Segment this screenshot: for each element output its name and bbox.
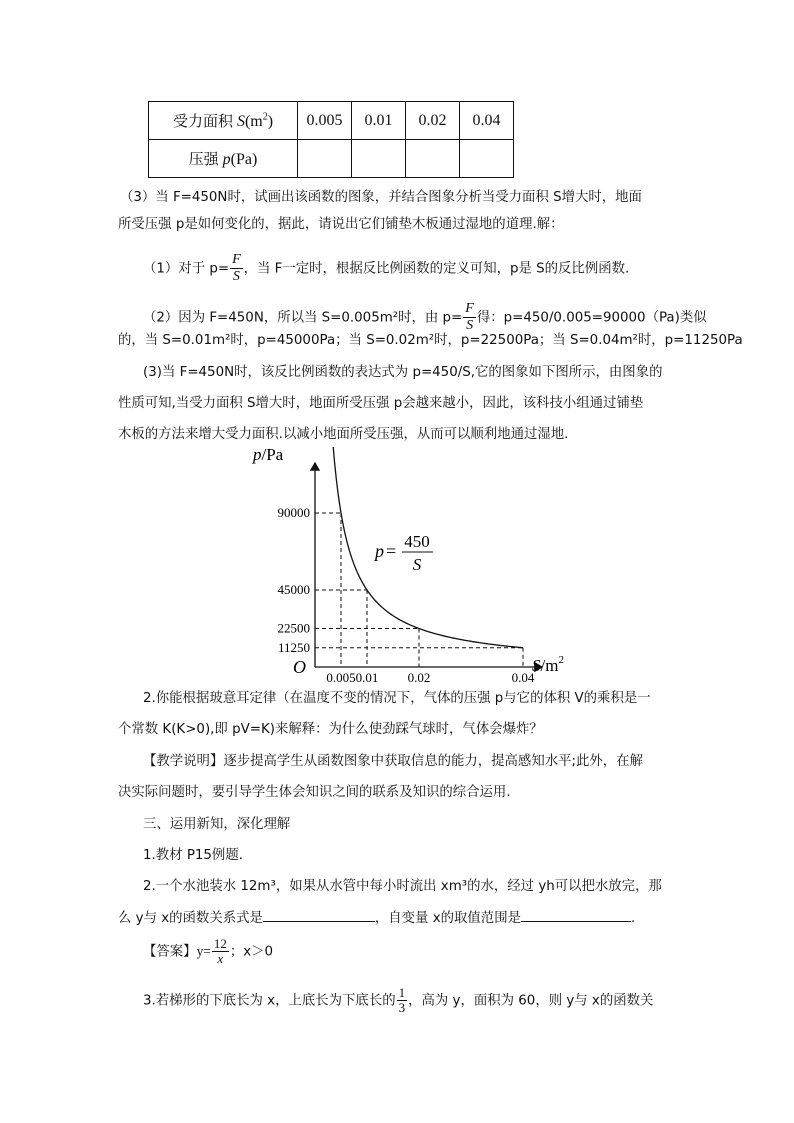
table-header-pressure: 压强 p(Pa) [149, 140, 298, 178]
answer-2-line-2: 的，当 S=0.01m²时，p=45000Pa；当 S=0.02m²时，p=22500Pa；当 S=0.04m²时，p=11250Pa [118, 333, 743, 348]
table-cell: 0.005 [298, 102, 352, 140]
table-cell: 0.04 [460, 102, 514, 140]
formula-denominator: S [412, 555, 422, 574]
table-cell [298, 140, 352, 178]
x-tick-label: 0.01 [355, 670, 379, 685]
q3-line-1: （3）当 F=450N时，试画出该函数的图象，并结合图象分析当受力面积 S增大时，地面 [120, 190, 642, 205]
fraction-12-over-x: $\frac{12}{x}$ [213, 936, 227, 966]
table-cell [406, 140, 460, 178]
section-heading: 三、运用新知，深化理解 [143, 817, 291, 832]
table-row [149, 102, 514, 140]
formula-equals: = [386, 541, 397, 561]
answer-blank[interactable] [263, 907, 375, 922]
exercise-2-line-1: 2.一个水池装水 12m³，如果从水管中每小时流出 xm³的水，经过 yh可以把水放完，那 [143, 879, 662, 894]
fraction-f-over-s: $\frac{F}{S}$ [465, 301, 474, 333]
answer-3-line-3: 木板的方法来增大受力面积.以减小地面所受压强，从而可以顺利地通过湿地. [118, 427, 569, 442]
formula-variable: p [375, 541, 384, 561]
answer-1: （1）对于 p= $\frac{F}{S}$ ，当 F一定时，根据反比例函数的定义可知，p是 S的反比例函数. [143, 252, 630, 284]
teaching-note-line-1: 【教学说明】逐步提高学生从函数图象中获取信息的能力，提高感知水平;此外，在解 [143, 754, 643, 769]
fraction-f-over-s: $\frac{F}{S}$ [232, 252, 241, 284]
y-tick-label: 45000 [277, 582, 310, 597]
answer-2-line-1: （2）因为 F=450N，所以当 S=0.005m²时，由 p= $\frac{F}{S}$ 得：p=450/0.005=90000（Pa)类似 [143, 301, 707, 333]
table-cell [460, 140, 514, 178]
x-tick-label: 0.005 [326, 670, 356, 685]
q2-line-2: 个常数 K(K>0),即 pV=K)来解释：为什么使劲踩气球时，气体会爆炸？ [118, 722, 543, 737]
table-cell: 0.01 [352, 102, 406, 140]
fraction-one-third: $\frac{1}{3}$ [398, 985, 406, 1015]
x-tick-label: 0.04 [511, 670, 535, 685]
table-cell: 0.02 [406, 102, 460, 140]
inverse-proportion-chart [240, 445, 590, 685]
answer-3-line-1: (3)当 F=450N时，该反比例函数的表达式为 p=450/S,它的图象如下图所示，由图象的 [143, 365, 663, 380]
pressure-table [148, 101, 514, 178]
x-tick-label: 0.02 [407, 670, 431, 685]
teaching-note-line-2: 决实际问题时，要引导学生体会知识之间的联系及知识的综合运用. [118, 785, 511, 800]
answer-blank[interactable] [521, 907, 631, 922]
table-header-area: 受力面积 $S(m^2)$ [149, 102, 298, 140]
table-row [149, 140, 514, 178]
exercise-3-line-1: 3.若梯形的下底长为 x，上底长为下底长的 $\frac{1}{3}$ ，高为 y，面积为 60，则 y与 x的函数关 [143, 985, 654, 1015]
exercise-1: 1.教材 P15例题. [143, 848, 243, 863]
table-cell [352, 140, 406, 178]
q2-line-1: 2.你能根据玻意耳定律（在温度不变的情况下，气体的压强 p与它的体积 V的乘积是一 [143, 691, 651, 706]
q3-line-2: 所受压强 p是如何变化的，据此，请说出它们铺垫木板通过湿地的道理.解： [118, 217, 564, 232]
y-axis-label: p/Pa [253, 445, 284, 464]
y-tick-label: 11250 [277, 639, 310, 655]
exercise-2-line-2: 么 y与 x的函数关系式是 ，自变量 x的取值范围是 . [118, 907, 635, 929]
x-axis-label: $S/m^2$ [532, 654, 564, 675]
answer-line: 【答案】y= $\frac{12}{x}$ ；x＞0 [143, 936, 274, 966]
y-tick-label: 22500 [277, 620, 310, 636]
y-tick-label: 90000 [277, 505, 310, 520]
formula-numerator: 450 [404, 532, 430, 551]
answer-3-line-2: 性质可知,当受力面积 S增大时，地面所受压强 p会越来越小，因此，该科技小组通过铺垫 [118, 396, 644, 411]
origin-label: O [293, 657, 306, 677]
